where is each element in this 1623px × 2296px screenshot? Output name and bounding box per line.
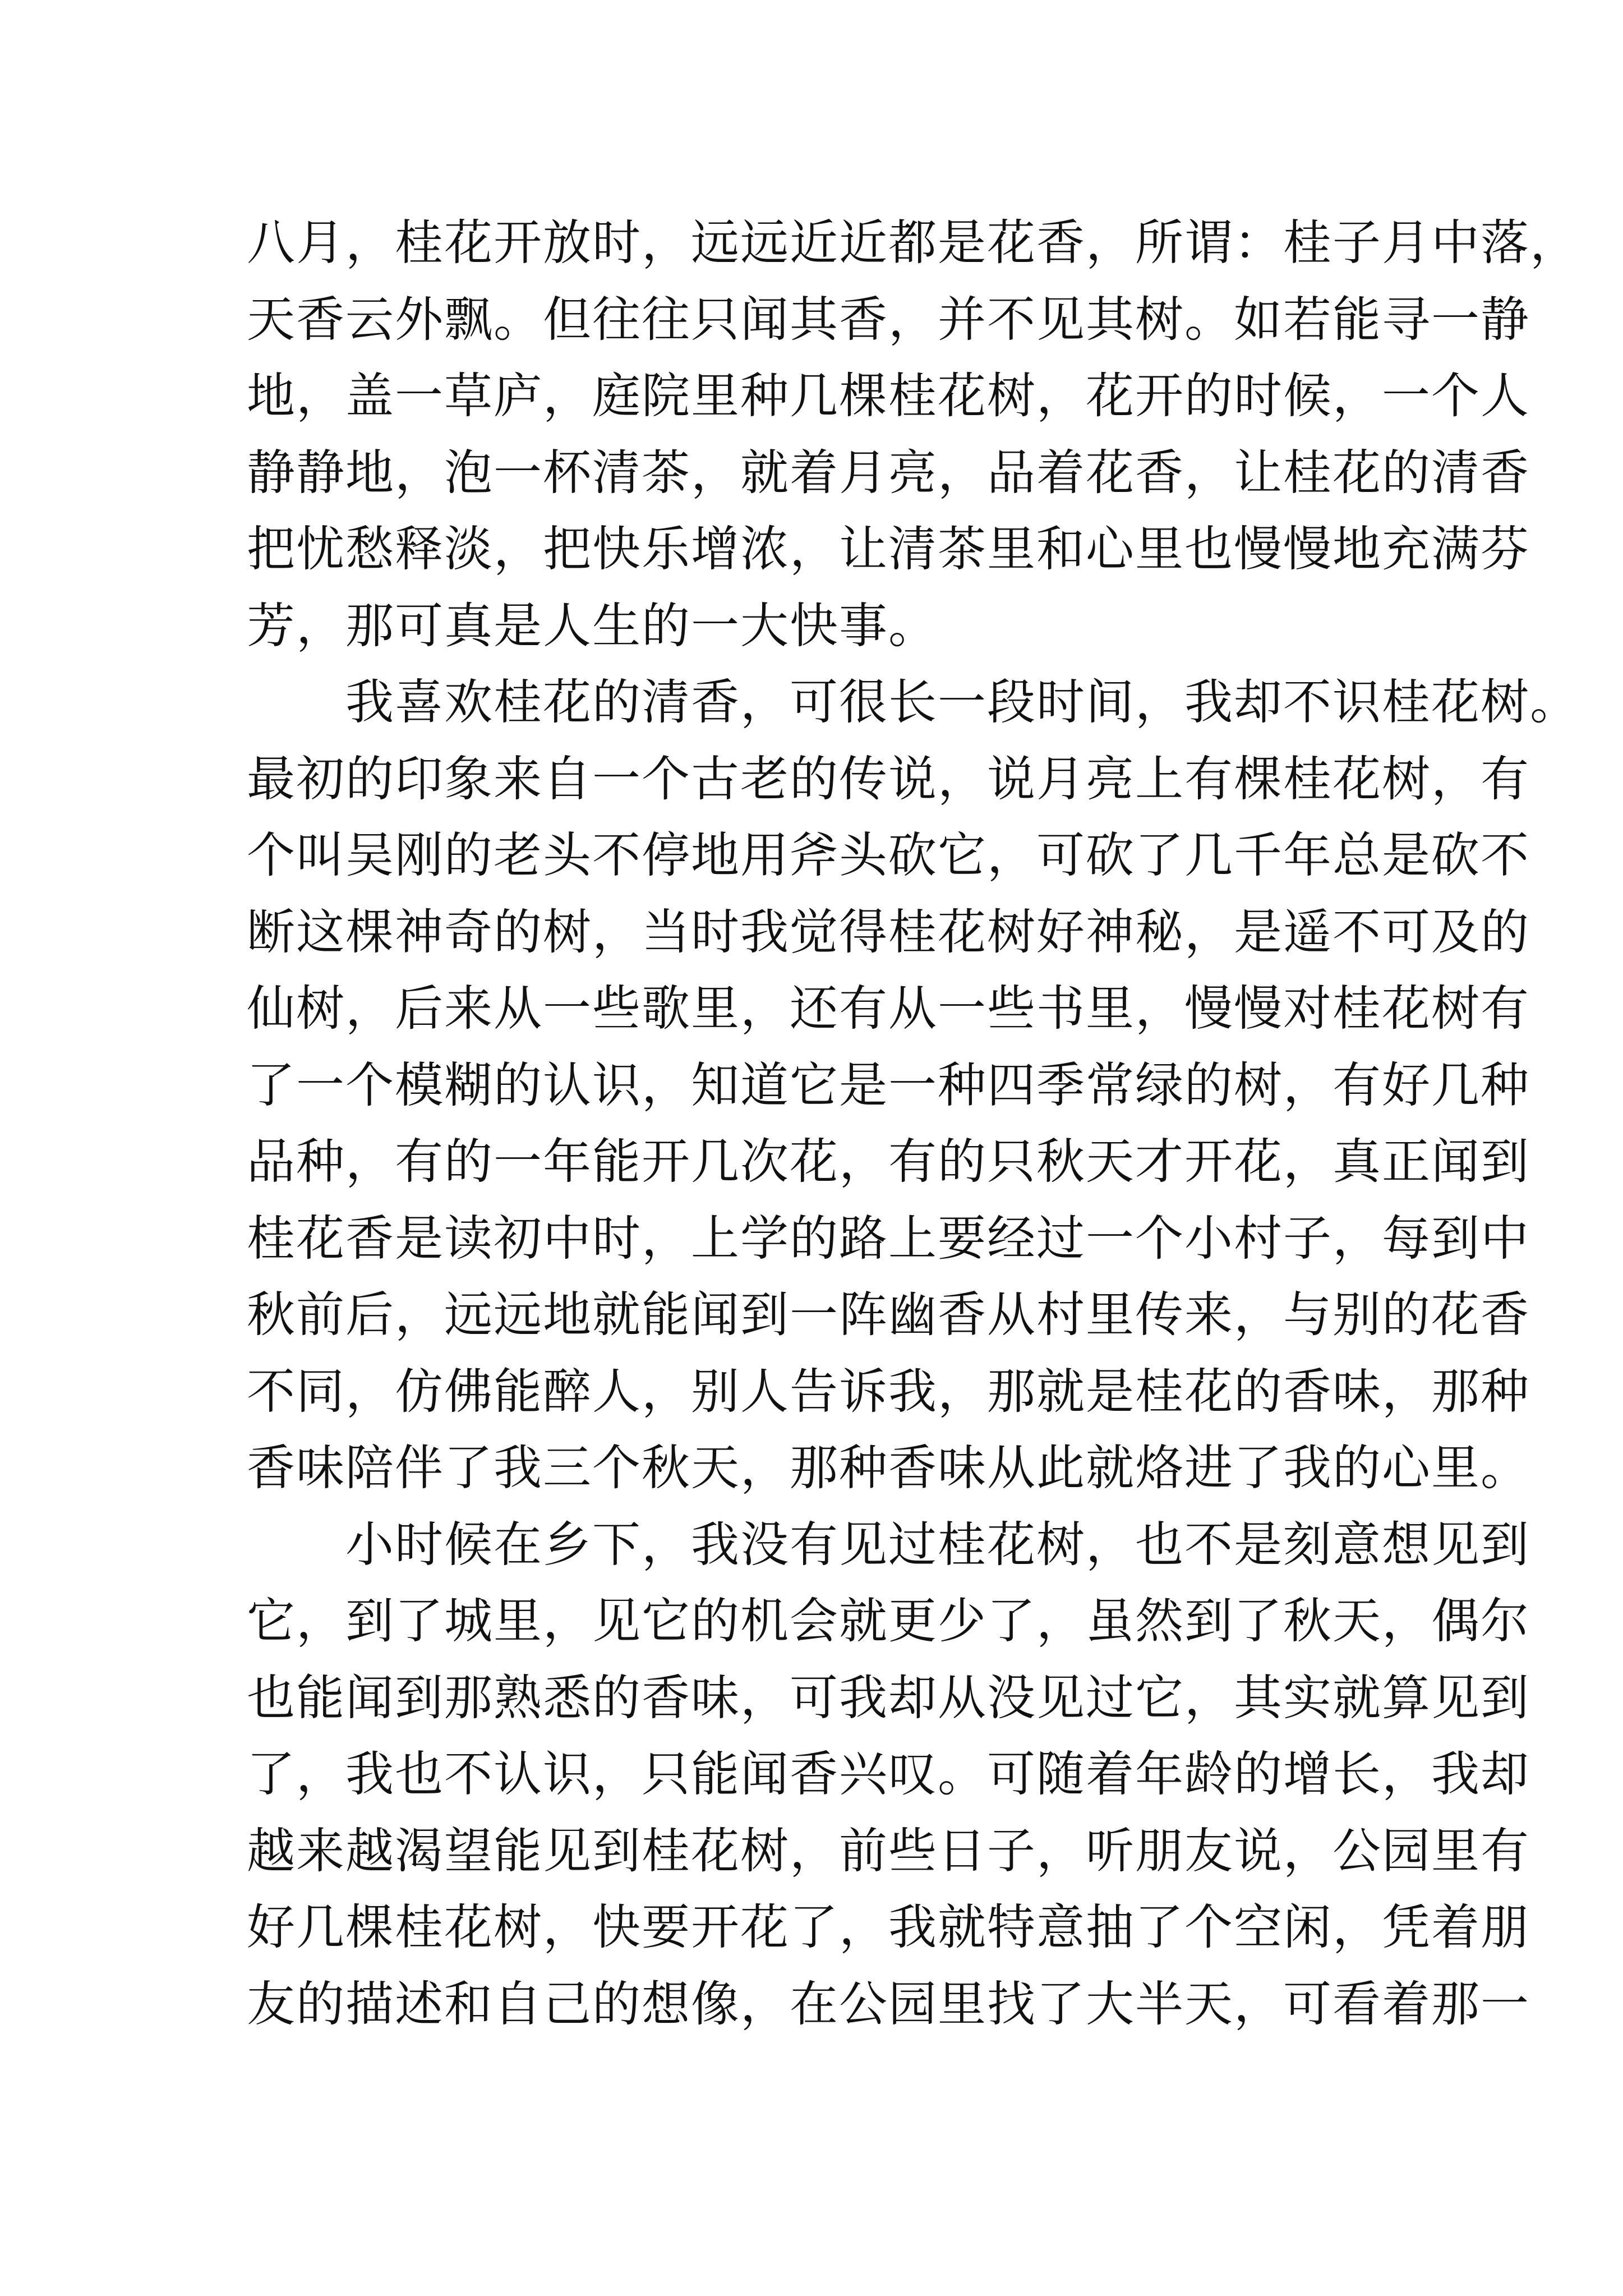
- text-line: 个叫吴刚的老头不停地用斧头砍它，可砍了几千年总是砍不: [247, 827, 1530, 884]
- text-line: 芳，那可真是人生的一大快事。: [247, 597, 938, 654]
- text-line: 八月，桂花开放时，远远近近都是花香，所谓：桂子月中落，: [247, 215, 1579, 271]
- text-line: 天香云外飘。但往往只闻其香，并不见其树。如若能寻一静: [247, 291, 1530, 348]
- text-line: 好几棵桂花树，快要开花了，我就特意抽了个空闲，凭着朋: [247, 1899, 1530, 1955]
- text-line: 地，盖一草庐，庭院里种几棵桂花树，花开的时候，一个人: [247, 368, 1530, 424]
- text-line: 它，到了城里，见它的机会就更少了，虽然到了秋天，偶尔: [247, 1593, 1530, 1649]
- text-line: 友的描述和自己的想像，在公园里找了大半天，可看着那一: [247, 1976, 1530, 2032]
- text-line: 把忧愁释淡，把快乐增浓，让清茶里和心里也慢慢地充满芬: [247, 521, 1530, 577]
- text-line: 桂花香是读初中时，上学的路上要经过一个小村子，每到中: [247, 1210, 1530, 1267]
- text-line: 了一个模糊的认识，知道它是一种四季常绿的树，有好几种: [247, 1057, 1530, 1114]
- text-line: 不同，仿佛能醉人，别人告诉我，那就是桂花的香味，那种: [247, 1363, 1530, 1420]
- text-line: 品种，有的一年能开几次花，有的只秋天才开花，真正闻到: [247, 1134, 1530, 1190]
- essay-body: [247, 205, 1579, 2042]
- text-line: 小时候在乡下，我没有见过桂花树，也不是刻意想见到: [247, 1516, 1530, 1573]
- text-line: 最初的印象来自一个古老的传说，说月亮上有棵桂花树，有: [247, 751, 1530, 807]
- text-line: 香味陪伴了我三个秋天，那种香味从此就烙进了我的心里。: [247, 1440, 1530, 1496]
- text-line: 断这棵神奇的树，当时我觉得桂花树好神秘，是遥不可及的: [247, 904, 1530, 960]
- text-line: 静静地，泡一杯清茶，就着月亮，品着花香，让桂花的清香: [247, 444, 1530, 501]
- text-line: 秋前后，远远地就能闻到一阵幽香从村里传来，与别的花香: [247, 1287, 1530, 1343]
- text-line: 越来越渴望能见到桂花树，前些日子，听朋友说，公园里有: [247, 1823, 1530, 1879]
- text-line: 也能闻到那熟悉的香味，可我却从没见过它，其实就算见到: [247, 1669, 1530, 1726]
- text-line: 了，我也不认识，只能闻香兴叹。可随着年龄的增长，我却: [247, 1746, 1530, 1802]
- text-line: 我喜欢桂花的清香，可很长一段时间，我却不识桂花树。: [247, 674, 1579, 730]
- text-line: 仙树，后来从一些歌里，还有从一些书里，慢慢对桂花树有: [247, 981, 1530, 1037]
